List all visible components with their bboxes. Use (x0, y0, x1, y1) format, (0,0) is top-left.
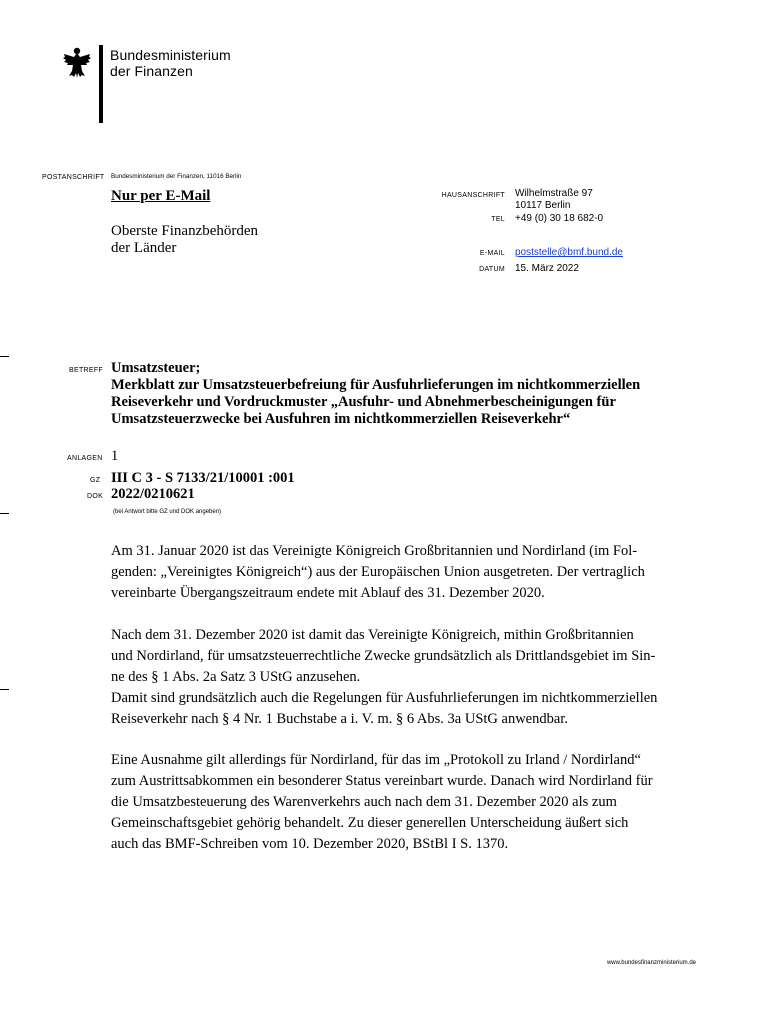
hausanschrift-label: HAUSANSCHRIFT (441, 192, 505, 199)
paragraph-line: Am 31. Januar 2020 ist das Vereinigte Königreich Großbritannien und Nordirland (im Fol- (111, 543, 638, 559)
recipient-line1: Oberste Finanzbehörden (111, 223, 259, 239)
subject-line: Reiseverkehr und Vordruckmuster „Ausfuhr- und Abnehmerbescheinigungen für (111, 394, 616, 410)
paragraph-line: ne des § 1 Abs. 2a Satz 3 UStG anzusehen. (111, 669, 361, 685)
fold-mark (0, 689, 9, 690)
paragraph-line: Reiseverkehr nach § 4 Nr. 1 Buchstabe a i. V. m. § 6 Abs. 3a UStG anwendbar. (111, 711, 568, 727)
paragraph-line: Nach dem 31. Dezember 2020 ist damit das Vereinigte Königreich, mithin Großbritannien (111, 627, 634, 643)
paragraph-line: auch das BMF-Schreiben vom 10. Dezember 2020, BStBl I S. 1370. (111, 836, 509, 852)
paragraph-line: genden: „Vereinigtes Königreich“) aus der Europäischen Union ausgetreten. Der vertraglich (111, 564, 645, 580)
logo-line1: Bundesministerium (110, 47, 231, 63)
paragraph-line: Gemeinschaftsgebiet gehörig behandelt. Zu dieser generellen Unterscheidung äußert sich (111, 815, 629, 831)
dok-value: 2022/0210621 (111, 486, 195, 502)
subject-block (111, 360, 711, 428)
paragraph-line: Eine Ausnahme gilt allerdings für Nordirland, für das im „Protokoll zu Irland / Nordirland“ (111, 752, 641, 768)
federal-eagle-icon (62, 45, 92, 79)
recipient-address (111, 223, 258, 257)
postanschrift-value: Bundesministerium der Finanzen, 11016 Berlin (111, 173, 242, 180)
email-label: E-MAIL (479, 250, 505, 257)
fold-mark (0, 356, 9, 357)
reference-hint: (bei Antwort bitte GZ und DOK angeben) (113, 509, 222, 515)
recipient-line2: der Länder (111, 240, 177, 256)
gz-label: GZ (90, 477, 101, 484)
email-link[interactable]: poststelle@bmf.bund.de (515, 247, 623, 258)
logo-line2: der Finanzen (110, 63, 193, 79)
ministry-logo-text (110, 47, 231, 79)
anlagen-label: ANLAGEN (67, 455, 103, 462)
hausanschrift-city: 10117 Berlin (515, 200, 571, 211)
paragraph-line: Damit sind grundsätzlich auch die Regelungen für Ausfuhrlieferungen im nichtkommerziellen (111, 690, 658, 706)
body-paragraph-1 (111, 541, 701, 604)
fold-mark (0, 513, 9, 514)
paragraph-line: vereinbarte Übergangszeitraum endete mit Ablauf des 31. Dezember 2020. (111, 585, 545, 601)
paragraph-line: und Nordirland, für umsatzsteuerrechtliche Zwecke grundsätzlich als Drittlandsgebiet im Sin- (111, 648, 656, 664)
body-paragraph-2 (111, 625, 701, 730)
datum-label: DATUM (479, 266, 505, 273)
logo-divider-bar (99, 45, 103, 123)
dok-label: DOK (87, 493, 104, 500)
postanschrift-label: POSTANSCHRIFT (42, 174, 105, 181)
betreff-label: BETREFF (69, 367, 103, 374)
paragraph-line: die Umsatzbesteuerung des Warenverkehrs auch nach dem 31. Dezember 2020 als zum (111, 794, 617, 810)
datum-value: 15. März 2022 (515, 263, 579, 274)
subject-line: Umsatzsteuerzwecke bei Ausfuhren im nichtkommerziellen Reiseverkehr“ (111, 411, 571, 427)
hausanschrift-value (515, 188, 593, 212)
paragraph-line: zum Austrittsabkommen ein besonderer Status vereinbart wurde. Danach wird Nordirland für (111, 773, 653, 789)
hausanschrift-street: Wilhelmstraße 97 (515, 188, 593, 199)
footer-website-link[interactable]: www.bundesfinanzministerium.de (606, 960, 696, 966)
tel-value: +49 (0) 30 18 682-0 (515, 213, 604, 224)
subject-line: Umsatzsteuer; (111, 360, 201, 376)
email-only-notice: Nur per E-Mail (111, 188, 211, 204)
anlagen-value: 1 (111, 448, 119, 464)
gz-value: III C 3 - S 7133/21/10001 :001 (111, 470, 295, 486)
body-paragraph-3 (111, 750, 701, 855)
tel-label: TEL (491, 216, 505, 223)
subject-line: Merkblatt zur Umsatzsteuerbefreiung für Ausfuhrlieferungen im nichtkommerziellen (111, 377, 641, 393)
